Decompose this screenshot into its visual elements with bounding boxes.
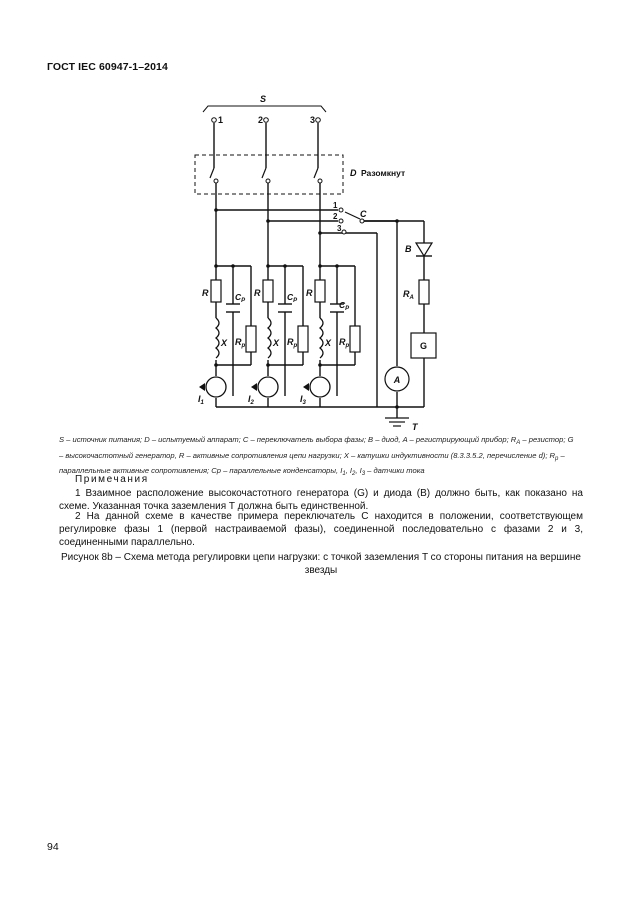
legend-sep-1: , I <box>345 466 352 475</box>
figure-caption: Рисунок 8b – Схема метода регулировки цепи нагрузки: с точкой заземления T со стороны питания на вершине звезды <box>61 552 581 576</box>
phase-2-rp-label: $R_p$ <box>287 337 298 349</box>
legend-sub-p: p <box>555 455 559 462</box>
phase-2-inductor <box>268 318 271 358</box>
resistor-ra <box>419 280 429 304</box>
device-state-label: Разомкнут <box>361 168 406 178</box>
legend-sub-2: 2 <box>352 471 356 477</box>
phase-1-resistor <box>211 280 221 302</box>
note-2-text: 2 На данной схеме в качестве примера переключатель C находится в положении, соответствующем регулировке фазы 1 (первой настраиваемой фазы), соединенной последовательно с фазами 2 и 3, соединенными параллельно. <box>59 511 583 549</box>
legend-sub-1: 1 <box>342 471 346 477</box>
phase-2-rp <box>298 326 308 352</box>
phase-1-i-label: $I_1$ <box>198 394 204 406</box>
phase-lines-main <box>216 183 320 266</box>
phase-2-i-label: $I_2$ <box>248 394 254 406</box>
phase-1-capacitor <box>226 304 240 312</box>
phase-lines-top <box>214 123 318 168</box>
ground-label: T <box>412 422 418 432</box>
standard-header: ГОСТ IEC 60947-1–2014 <box>47 61 168 73</box>
notes-title: Примечания <box>75 474 149 485</box>
terminal-1-label: 1 <box>218 115 224 125</box>
resistor-ra-label: $R_A$ <box>403 289 414 301</box>
selector-pos-1: 1 <box>333 201 338 210</box>
phase-3-x-label: X <box>325 338 332 348</box>
selector-buses <box>216 210 377 407</box>
phase-2-x-label: X <box>273 338 280 348</box>
note-1-text: 1 Взаимное расположение высокочастотного генератора (G) и диода (B) должно быть, как показано на схеме. Указанная точка заземления T должна быть единственной. <box>59 488 583 513</box>
phase-2-arrow-icon <box>251 383 257 391</box>
diode-icon <box>416 243 432 256</box>
legend-sub-3: 3 <box>361 471 366 477</box>
phase-1-rp-label: $R_p$ <box>235 337 246 349</box>
generator-label: G <box>419 341 428 351</box>
legend-part-2: – резистор; G – высокочастотный генератор, R – активные сопротивления цепи нагрузки; X – катушки индуктивности (8.3.3.5.2, перечисление d); R <box>59 435 574 460</box>
phase-2-cp-label: $C_P$ <box>287 292 298 304</box>
phase-3-i-label: $I_3$ <box>300 394 306 406</box>
phase-3-current-sensor <box>310 377 330 397</box>
phase-1-current-sensor <box>206 377 226 397</box>
terminals <box>212 118 321 123</box>
page-number: 94 <box>47 841 59 853</box>
phase-3-arrow-icon <box>303 383 309 391</box>
phase-1-cp-label: $C_P$ <box>235 292 246 304</box>
phase-3-rp <box>350 326 360 352</box>
phase-3-r-label: R <box>306 288 313 298</box>
phase-2-r-label: R <box>254 288 261 298</box>
source-bracket <box>203 106 326 112</box>
contact-points <box>214 179 322 183</box>
phase-1-x-label: X <box>221 338 228 348</box>
phase-2-resistor <box>263 280 273 302</box>
terminal-3-label: 3 <box>310 115 316 125</box>
phase-1-r-label: R <box>202 288 209 298</box>
diode-label: B <box>405 244 412 254</box>
selector-label: C <box>360 209 367 219</box>
phase-2-capacitor <box>278 304 292 312</box>
phase-3-rp-label: $R_p$ <box>339 337 350 349</box>
phase-2-current-sensor <box>258 377 278 397</box>
legend-sep-2: , I <box>355 466 362 475</box>
device-box <box>195 155 343 194</box>
device-label: D <box>350 168 357 178</box>
legend-sub-a: A <box>516 440 521 446</box>
ground-icon <box>385 418 409 426</box>
selector-pos-2: 2 <box>333 212 338 221</box>
legend-part-1: S – источник питания; D – испытуемый аппарат; C – переключатель выбора фазы; B – диод, A – регистрирующий прибор; R <box>59 435 517 444</box>
junction-dots <box>214 208 399 409</box>
ammeter-label: A <box>393 375 401 385</box>
legend-part-end: – датчики тока <box>365 466 425 475</box>
phase-1-rp <box>246 326 256 352</box>
selector-arm <box>345 212 360 219</box>
phase-1-arrow-icon <box>199 383 205 391</box>
open-contacts <box>210 168 318 178</box>
note-2 <box>59 510 583 550</box>
legend-part-3: – параллельные активные сопротивления; Cp – параллельные конденсаторы, I <box>59 450 565 475</box>
phase-1-inductor <box>216 318 219 358</box>
phase-3-cp-label: $C_P$ <box>339 300 350 312</box>
source-label: S <box>259 94 267 104</box>
phase-3-inductor <box>320 318 323 358</box>
terminal-2-label: 2 <box>258 115 264 125</box>
phase-3-resistor <box>315 280 325 302</box>
selector-pos-3: 3 <box>337 224 342 233</box>
